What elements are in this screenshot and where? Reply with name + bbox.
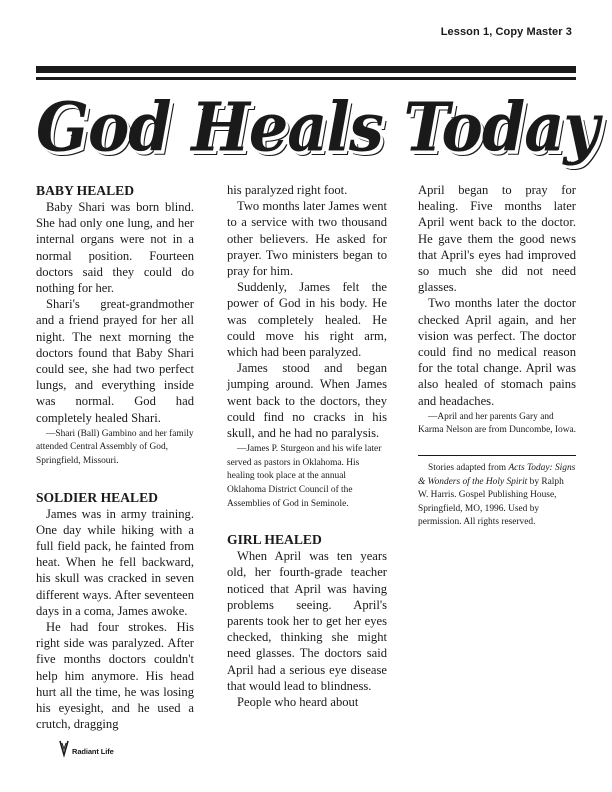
story-paragraph: Shari's great-grandmother and a friend prayed for her all night. The next morning the doctors found that Baby Shari could see, she had two perfect lungs, and everything inside was normal. God had completely healed Shari.	[36, 297, 194, 425]
story-paragraph: James stood and began jumping around. When James went back to the doctors, they could find no cracks in his skull, and he had no paralysis.	[227, 361, 387, 441]
story-paragraph: Suddenly, James felt the power of God in his body. He was completely healed. He could move his right arm, which had been paralyzed.	[227, 280, 387, 360]
page-title: God Heals Today	[36, 88, 599, 167]
source-book-title: Acts Today: Signs & Wonders of the Holy Spirit	[418, 463, 576, 487]
heading-soldier-healed: SOLDIER HEALED	[36, 489, 158, 505]
column-2	[227, 182, 387, 710]
story-credit: —April and her parents Gary and Karma Nelson are from Duncombe, Iowa.	[418, 411, 577, 436]
logo-text: Radiant Life	[72, 746, 114, 756]
story-paragraph: his paralyzed right foot.	[227, 183, 348, 197]
logo-mark-icon	[58, 739, 70, 764]
story-paragraph: April began to pray for healing. Five months later April went back to the doctor. He gave them the good news that April's eyes had improved so much she did not need glasses.	[418, 183, 576, 295]
heading-girl-healed: GIRL HEALED	[227, 532, 322, 548]
column-1	[36, 182, 194, 732]
column-3	[418, 182, 576, 530]
story-paragraph: Baby Shari was born blind. She had only one lung, and her internal organs were not in a normal position. Fourteen doctors said they could do nothing for her.	[36, 200, 194, 296]
source-note: Stories adapted from Acts Today: Signs & Wonders of the Holy Spirit by Ralph W. Harris. Gospel Publishing House, Springfield, MO, 1996. Used by permission. All rights reserved.	[418, 463, 576, 528]
story-paragraph: Two months later James went to a service with two thousand other believers. He asked for prayer. Two ministers began to pray for him.	[227, 199, 387, 279]
story-credit: —Shari (Ball) Gambino and her family attended Central Assembly of God, Springfield, Missouri.	[36, 428, 194, 467]
heading-baby-healed: BABY HEALED	[36, 183, 135, 198]
story-paragraph: When April was ten years old, her fourth-grade teacher noticed that April was having problems seeing. April's parents took her to get her eyes checked, thinking she might need glasses. The doctors said April had a serious eye disease that would lead to blindness.	[227, 549, 387, 693]
radiant-life-logo	[58, 741, 114, 761]
story-paragraph: He had four strokes. His right side was paralyzed. After five months doctors couldn't help him anymore. His head hurt all the time, he was losing his eyesight, and he used a crutch, dragging	[36, 620, 194, 732]
story-paragraph: People who heard about	[237, 695, 359, 710]
title-rule-top	[36, 66, 576, 73]
story-paragraph: James was in army training. One day while hiking with a full field pack, he fainted from heat. When he fell backward, his skull was cracked in seven different ways. After seventeen days in a coma, James awoke.	[36, 506, 194, 618]
story-credit: —James P. Sturgeon and his wife later served as pastors in Oklahoma. His healing took place at the annual Oklahoma District Council of the Assemblies of God in Seminole.	[227, 444, 382, 509]
source-divider	[418, 455, 576, 456]
story-paragraph: Two months later the doctor checked April again, and her vision was perfect. The doctor could find no medical reason for the total change. April was also healed of stomach pains and headaches.	[418, 296, 576, 408]
lesson-label: Lesson 1, Copy Master 3	[440, 26, 572, 38]
